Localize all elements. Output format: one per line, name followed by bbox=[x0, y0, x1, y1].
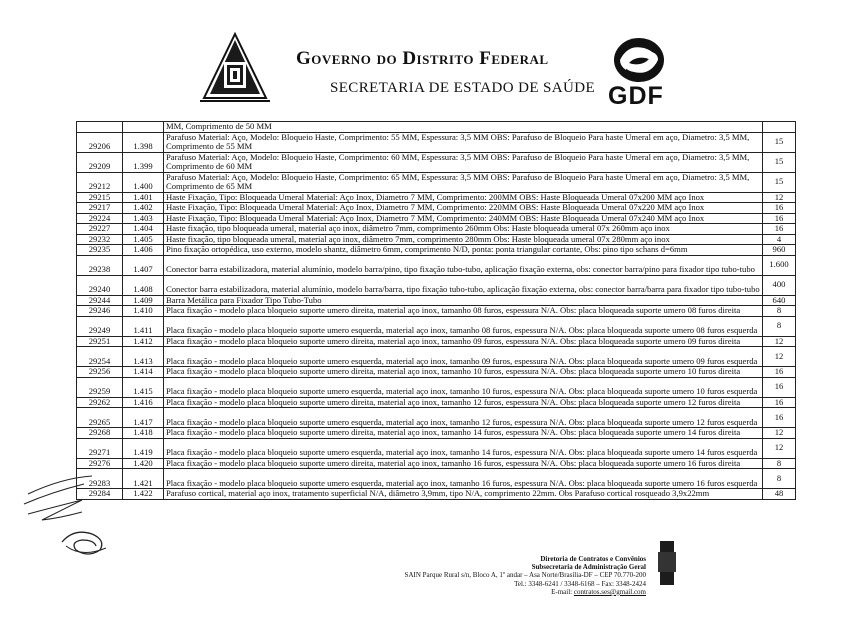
handwritten-initials bbox=[22, 470, 132, 560]
table-row bbox=[77, 347, 796, 367]
footer-department: Diretoria de Contratos e Convênios bbox=[540, 555, 646, 563]
table-row bbox=[77, 336, 796, 347]
table-row bbox=[77, 203, 796, 214]
item-code-cell: 29262 bbox=[77, 397, 123, 408]
item-description-cell: Haste Fixação, Tipo: Bloqueada Umeral Material: Aço Inox, Diametro 7 MM, Comprimento: 200MM OBS: Haste Bloqueada Umeral 07x200 MM aço Inox bbox=[164, 192, 763, 203]
item-number-cell: 1.417 bbox=[123, 408, 164, 428]
item-quantity-cell: 12 bbox=[763, 438, 796, 458]
item-quantity-cell: 12 bbox=[763, 428, 796, 439]
item-code-cell: 29227 bbox=[77, 224, 123, 235]
item-number-cell: 1.408 bbox=[123, 275, 164, 295]
item-description-cell: Parafuso cortical, material aço inox, tratamento superficial N/A, diâmetro 3,9mm, tipo N/A, comprimento 22mm. Obs Parafuso cortical rosqueado 3,9x22mm bbox=[164, 489, 763, 500]
footer-email-line bbox=[400, 588, 646, 596]
item-code-cell bbox=[77, 122, 123, 133]
item-quantity-cell: 16 bbox=[763, 203, 796, 214]
brasilia-emblem-icon bbox=[196, 32, 274, 104]
item-code-cell: 29246 bbox=[77, 306, 123, 317]
item-number-cell: 1.399 bbox=[123, 152, 164, 172]
item-quantity-cell: 15 bbox=[763, 152, 796, 172]
item-number-cell: 1.409 bbox=[123, 295, 164, 306]
item-code-cell: 29283 bbox=[77, 469, 123, 489]
item-number-cell: 1.422 bbox=[123, 489, 164, 500]
item-quantity-cell bbox=[763, 122, 796, 133]
item-description-cell: Placa fixação - modelo placa bloqueio suporte umero direita, material aço inox, tamanho 16 furos, espessura N/A. Obs: placa bloqueada suporte umero 16 furos direita bbox=[164, 458, 763, 469]
item-quantity-cell: 640 bbox=[763, 295, 796, 306]
item-quantity-cell: 12 bbox=[763, 347, 796, 367]
item-code-cell: 29215 bbox=[77, 192, 123, 203]
item-number-cell: 1.412 bbox=[123, 336, 164, 347]
table-row bbox=[77, 224, 796, 235]
table-row bbox=[77, 245, 796, 256]
item-code-cell: 29284 bbox=[77, 489, 123, 500]
item-number-cell: 1.403 bbox=[123, 213, 164, 224]
item-number-cell: 1.404 bbox=[123, 224, 164, 235]
item-number-cell: 1.406 bbox=[123, 245, 164, 256]
item-description-cell: Haste Fixação, Tipo: Bloqueada Umeral Material: Aço Inox, Diametro 7 MM, Comprimento: 240MM OBS: Haste Bloqueada Umeral 07x240 MM aço Inox bbox=[164, 213, 763, 224]
item-quantity-cell: 15 bbox=[763, 172, 796, 192]
item-code-cell: 29251 bbox=[77, 336, 123, 347]
item-quantity-cell: 8 bbox=[763, 469, 796, 489]
item-number-cell bbox=[123, 122, 164, 133]
item-number-cell: 1.405 bbox=[123, 234, 164, 245]
item-description-cell: Placa fixação - modelo placa bloqueio suporte umero esquerda, material aço inox, tamanho 16 furos, espessura N/A. Obs: placa bloqueada suporte umero 16 furos esquerda bbox=[164, 469, 763, 489]
item-number-cell: 1.400 bbox=[123, 172, 164, 192]
table-row bbox=[77, 408, 796, 428]
item-description-cell: Parafuso Material: Aço, Modelo: Bloqueio Haste, Comprimento: 55 MM, Espessura: 3,5 MM OBS: Parafuso de Bloqueio Para haste Umeral em aço, Diametro: 3,5 MM, Comprimento de 55 MM bbox=[164, 132, 763, 152]
item-quantity-cell: 48 bbox=[763, 489, 796, 500]
item-code-cell: 29240 bbox=[77, 275, 123, 295]
item-code-cell: 29259 bbox=[77, 377, 123, 397]
page-title: Governo do Distrito Federal bbox=[296, 48, 549, 69]
item-code-cell: 29232 bbox=[77, 234, 123, 245]
item-quantity-cell: 15 bbox=[763, 132, 796, 152]
item-number-cell: 1.414 bbox=[123, 367, 164, 378]
item-description-cell: Placa fixação - modelo placa bloqueio suporte umero direita, material aço inox, tamanho 12 furos, espessura N/A. Obs: placa bloqueada suporte umero 12 furos direita bbox=[164, 397, 763, 408]
item-quantity-cell: 960 bbox=[763, 245, 796, 256]
item-quantity-cell: 1.600 bbox=[763, 255, 796, 275]
item-description-cell: Placa fixação - modelo placa bloqueio suporte umero direita, material aço inox, tamanho 10 furos, espessura N/A. Obs: placa bloqueada suporte umero 10 furos direita bbox=[164, 367, 763, 378]
item-description-cell: Placa fixação - modelo placa bloqueio suporte umero esquerda, material aço inox, tamanho 10 furos, espessura N/A. Obs: placa bloqueada suporte umero 10 furos esquerda bbox=[164, 377, 763, 397]
item-number-cell: 1.415 bbox=[123, 377, 164, 397]
item-code-cell: 29268 bbox=[77, 428, 123, 439]
item-code-cell: 29271 bbox=[77, 438, 123, 458]
table-row bbox=[77, 275, 796, 295]
item-description-cell: MM, Comprimento de 50 MM bbox=[164, 122, 763, 133]
item-description-cell: Parafuso Material: Aço, Modelo: Bloqueio Haste, Comprimento: 60 MM, Espessura: 3,5 MM OBS: Parafuso de Bloqueio Para haste Umeral em aço, Diametro: 3,5 MM, Comprimento de 60 MM bbox=[164, 152, 763, 172]
item-code-cell: 29249 bbox=[77, 316, 123, 336]
items-table bbox=[76, 121, 796, 500]
item-quantity-cell: 12 bbox=[763, 192, 796, 203]
item-code-cell: 29209 bbox=[77, 152, 123, 172]
table-row bbox=[77, 213, 796, 224]
item-number-cell: 1.421 bbox=[123, 469, 164, 489]
item-description-cell: Placa fixação - modelo placa bloqueio suporte umero esquerda, material aço inox, tamanho 09 furos, espessura N/A. Obs: placa bloqueada suporte umero 09 furos esquerda bbox=[164, 347, 763, 367]
item-number-cell: 1.418 bbox=[123, 428, 164, 439]
item-description-cell: Haste fixação, tipo bloqueada umeral, material aço inox, diâmetro 7mm, comprimento 280mm Obs: Haste bloqueada umeral 07x 280mm aço inox bbox=[164, 234, 763, 245]
item-description-cell: Barra Metálica para Fixador Tipo Tubo-Tubo bbox=[164, 295, 763, 306]
table-row bbox=[77, 152, 796, 172]
page-header bbox=[0, 0, 856, 118]
item-code-cell: 29235 bbox=[77, 245, 123, 256]
table-row bbox=[77, 306, 796, 317]
item-quantity-cell: 16 bbox=[763, 397, 796, 408]
items-table-body bbox=[77, 122, 796, 500]
item-code-cell: 29238 bbox=[77, 255, 123, 275]
item-quantity-cell: 16 bbox=[763, 377, 796, 397]
item-description-cell: Haste Fixação, Tipo: Bloqueada Umeral Material: Aço Inox, Diametro 7 MM, Comprimento: 220MM OBS: Haste Bloqueada Umeral 07x220 MM aço Inox bbox=[164, 203, 763, 214]
item-number-cell: 1.401 bbox=[123, 192, 164, 203]
item-quantity-cell: 8 bbox=[763, 316, 796, 336]
footer-email-link[interactable]: contratos.ses@gmail.com bbox=[573, 587, 646, 596]
item-description-cell: Placa fixação - modelo placa bloqueio suporte umero direita, material aço inox, tamanho 08 furos, espessura N/A. Obs: placa bloqueada suporte umero 08 furos direita bbox=[164, 306, 763, 317]
table-row bbox=[77, 122, 796, 133]
item-quantity-cell: 400 bbox=[763, 275, 796, 295]
item-code-cell: 29256 bbox=[77, 367, 123, 378]
item-quantity-cell: 4 bbox=[763, 234, 796, 245]
item-number-cell: 1.407 bbox=[123, 255, 164, 275]
table-row bbox=[77, 295, 796, 306]
item-description-cell: Placa fixação - modelo placa bloqueio suporte umero esquerda, material aço inox, tamanho 08 furos, espessura N/A. Obs: placa bloqueada suporte umero 08 furos esquerda bbox=[164, 316, 763, 336]
footer-subdepartment: Subsecretaria de Administração Geral bbox=[531, 563, 646, 572]
item-code-cell: 29206 bbox=[77, 132, 123, 152]
table-row bbox=[77, 438, 796, 458]
table-row bbox=[77, 428, 796, 439]
table-row bbox=[77, 367, 796, 378]
table-row bbox=[77, 172, 796, 192]
table-row bbox=[77, 377, 796, 397]
item-quantity-cell: 8 bbox=[763, 458, 796, 469]
page-footer bbox=[400, 555, 646, 596]
item-description-cell: Haste fixação, tipo bloqueada umeral, material aço inox, diâmetro 7mm, comprimento 260mm Obs: Haste bloqueada umeral 07x 260mm aço inox bbox=[164, 224, 763, 235]
item-number-cell: 1.402 bbox=[123, 203, 164, 214]
table-row bbox=[77, 489, 796, 500]
item-quantity-cell: 16 bbox=[763, 408, 796, 428]
table-row bbox=[77, 316, 796, 336]
table-row bbox=[77, 234, 796, 245]
item-number-cell: 1.420 bbox=[123, 458, 164, 469]
stamp-mark-detail bbox=[658, 552, 676, 572]
item-description-cell: Placa fixação - modelo placa bloqueio suporte umero direita, material aço inox, tamanho 14 furos, espessura N/A. Obs: placa bloqueada suporte umero 14 furos direita bbox=[164, 428, 763, 439]
item-code-cell: 29254 bbox=[77, 347, 123, 367]
item-code-cell: 29265 bbox=[77, 408, 123, 428]
item-number-cell: 1.413 bbox=[123, 347, 164, 367]
item-code-cell: 29244 bbox=[77, 295, 123, 306]
item-description-cell: Parafuso Material: Aço, Modelo: Bloqueio Haste, Comprimento: 65 MM, Espessura: 3,5 MM OBS: Parafuso de Bloqueio Para haste Umeral em aço, Diametro: 3,5 MM, Comprimento de 65 MM bbox=[164, 172, 763, 192]
item-code-cell: 29217 bbox=[77, 203, 123, 214]
footer-phone: Tel.: 3348-6241 / 3348-6168 – Fax: 3348-2424 bbox=[514, 579, 646, 588]
item-description-cell: Pino fixação ortopédica, uso externo, modelo shantz, diâmetro 6mm, comprimento N/D, ponta: ponta triangular cortante, Obs: pino tipo schans d=6mm bbox=[164, 245, 763, 256]
item-description-cell: Conector barra estabilizadora, material alumínio, modelo barra/barra, tipo fixação tubo-tubo, aplicação fixação externa, obs: conector barra/barra para fixador tipo tubo-tubo bbox=[164, 275, 763, 295]
item-quantity-cell: 16 bbox=[763, 367, 796, 378]
item-code-cell: 29224 bbox=[77, 213, 123, 224]
item-number-cell: 1.398 bbox=[123, 132, 164, 152]
item-quantity-cell: 16 bbox=[763, 224, 796, 235]
item-description-cell: Conector barra estabilizadora, material alumínio, modelo barra/pino, tipo fixação tubo-tubo, aplicação fixação externa, obs: conector barra/pino para fixador tipo tubo-tubo bbox=[164, 255, 763, 275]
footer-address: SAIN Parque Rural s/n, Bloco A, 1º andar – Asa Norte/Brasília-DF – CEP 70.770-200 bbox=[404, 571, 646, 580]
table-row bbox=[77, 255, 796, 275]
item-quantity-cell: 12 bbox=[763, 336, 796, 347]
item-code-cell: 29212 bbox=[77, 172, 123, 192]
item-description-cell: Placa fixação - modelo placa bloqueio suporte umero esquerda, material aço inox, tamanho 12 furos, espessura N/A. Obs: placa bloqueada suporte umero 12 furos esquerda bbox=[164, 408, 763, 428]
table-row bbox=[77, 397, 796, 408]
table-row bbox=[77, 132, 796, 152]
item-quantity-cell: 8 bbox=[763, 306, 796, 317]
item-number-cell: 1.419 bbox=[123, 438, 164, 458]
item-description-cell: Placa fixação - modelo placa bloqueio suporte umero esquerda, material aço inox, tamanho 14 furos, espessura N/A. Obs: placa bloqueada suporte umero 14 furos esquerda bbox=[164, 438, 763, 458]
table-row bbox=[77, 458, 796, 469]
item-description-cell: Placa fixação - modelo placa bloqueio suporte umero direita, material aço inox, tamanho 09 furos, espessura N/A. Obs: placa bloqueada suporte umero 09 furos direita bbox=[164, 336, 763, 347]
item-code-cell: 29276 bbox=[77, 458, 123, 469]
item-quantity-cell: 16 bbox=[763, 213, 796, 224]
gdf-logo-text: GDF bbox=[608, 82, 664, 110]
item-number-cell: 1.411 bbox=[123, 316, 164, 336]
footer-email-label: E-mail: bbox=[551, 587, 574, 596]
item-number-cell: 1.416 bbox=[123, 397, 164, 408]
item-number-cell: 1.410 bbox=[123, 306, 164, 317]
table-row bbox=[77, 469, 796, 489]
page-subtitle: SECRETARIA DE ESTADO DE SAÚDE bbox=[330, 80, 596, 96]
table-row bbox=[77, 192, 796, 203]
